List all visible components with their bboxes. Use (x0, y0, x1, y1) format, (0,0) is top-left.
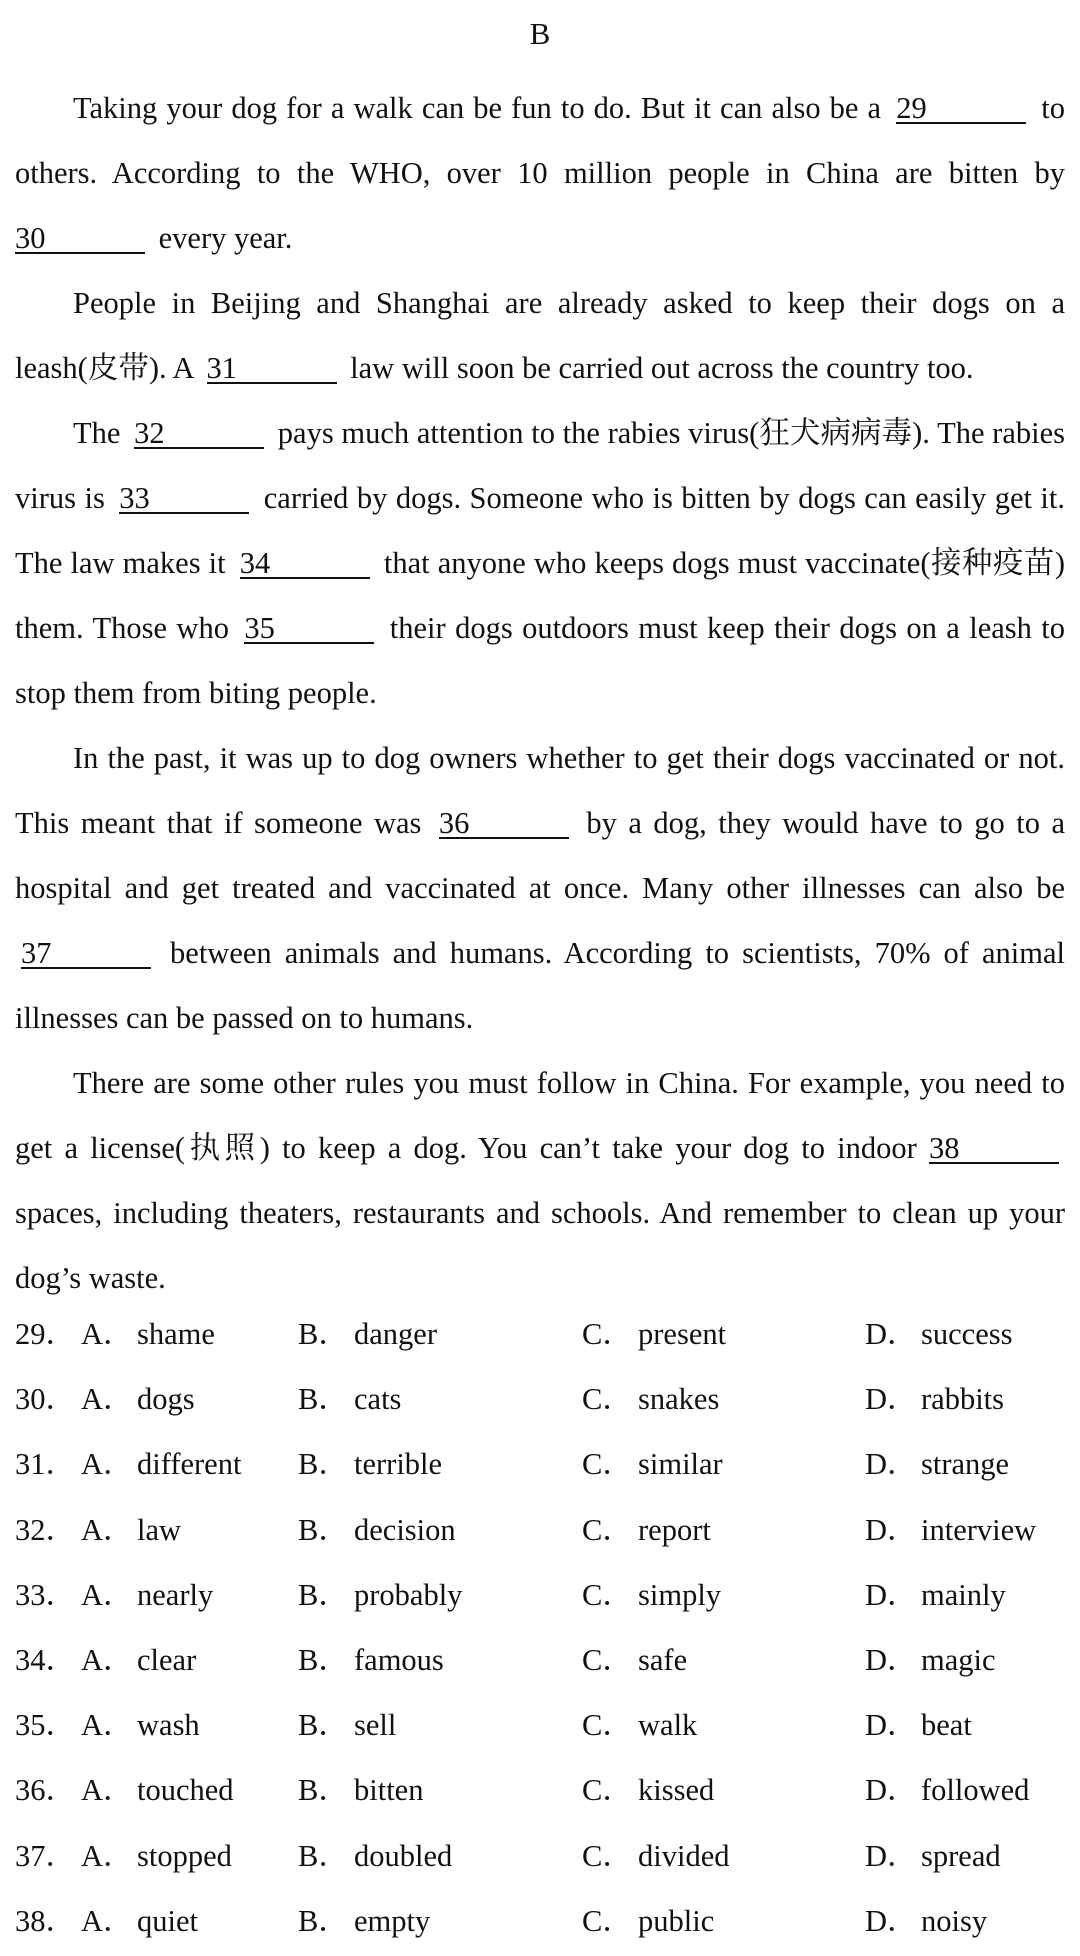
option-letter: B． (298, 1577, 349, 1612)
option-letter: C． (582, 1642, 633, 1677)
question-row (15, 1563, 1075, 1628)
question-row (15, 1693, 1075, 1758)
question-row (15, 1758, 1075, 1823)
option-text: empty (354, 1903, 431, 1938)
passage-text: law will soon be carried out across the country too. (350, 351, 974, 385)
option-letter: C． (582, 1512, 633, 1547)
option-text: decision (354, 1512, 456, 1547)
option-letter: D． (865, 1382, 918, 1417)
option-text: wash (137, 1708, 200, 1743)
option-letter: A． (81, 1838, 134, 1873)
option-d[interactable] (865, 1824, 1001, 1889)
option-c[interactable] (582, 1563, 721, 1628)
option-c[interactable] (582, 1889, 714, 1954)
blank-29: 29 (896, 94, 1026, 124)
option-letter: D． (865, 1838, 918, 1873)
option-c[interactable] (582, 1498, 711, 1563)
option-letter: B． (298, 1903, 349, 1938)
question-number: 37． (15, 1838, 76, 1873)
option-b[interactable] (298, 1758, 423, 1823)
passage-text: to others. According to the WHO, over 10 million people in China are bitten by (15, 91, 1066, 190)
option-letter: A． (81, 1708, 134, 1743)
option-text: law (137, 1512, 182, 1547)
option-d[interactable] (865, 1889, 987, 1954)
option-text: dogs (137, 1382, 195, 1417)
option-text: interview (921, 1512, 1037, 1547)
option-letter: C． (582, 1838, 633, 1873)
option-text: rabbits (921, 1382, 1005, 1417)
option-letter: A． (81, 1642, 134, 1677)
option-a[interactable] (81, 1498, 181, 1563)
option-d[interactable] (865, 1432, 1009, 1497)
answer-options (15, 1302, 1075, 1954)
option-text: stopped (137, 1838, 232, 1873)
paragraph-1 (15, 76, 1065, 271)
option-letter: D． (865, 1447, 918, 1482)
option-text: magic (921, 1642, 996, 1677)
option-a[interactable] (81, 1563, 213, 1628)
option-d[interactable] (865, 1758, 1029, 1823)
option-letter: D． (865, 1773, 918, 1808)
option-letter: D． (865, 1708, 918, 1743)
option-b[interactable] (298, 1563, 462, 1628)
question-number: 34． (15, 1642, 76, 1677)
option-text: safe (638, 1642, 688, 1677)
option-b[interactable] (298, 1824, 452, 1889)
option-letter: A． (81, 1903, 134, 1938)
question-number: 36． (15, 1773, 76, 1808)
passage-text: People in Beijing and Shanghai are already asked to keep their dogs on a leash(皮带). A (15, 286, 1065, 385)
option-text: noisy (921, 1903, 988, 1938)
option-a[interactable] (81, 1628, 196, 1693)
option-letter: D． (865, 1317, 918, 1351)
option-a[interactable] (81, 1367, 195, 1432)
option-d[interactable] (865, 1693, 972, 1758)
option-a[interactable] (81, 1824, 232, 1889)
option-b[interactable] (298, 1432, 442, 1497)
passage-text: In the past, it was up to dog owners whether to get their dogs vaccinated or not. This meant that if someone was (15, 741, 1065, 840)
option-letter: C． (582, 1447, 633, 1482)
blank-35: 35 (244, 614, 374, 644)
option-text: shame (137, 1317, 215, 1351)
question-row (15, 1432, 1075, 1497)
question-number: 35． (15, 1708, 76, 1743)
option-text: sell (354, 1708, 397, 1743)
question-number: 31． (15, 1447, 76, 1482)
option-c[interactable] (582, 1824, 730, 1889)
option-text: snakes (638, 1382, 720, 1417)
option-text: probably (354, 1577, 463, 1612)
blank-30: 30 (15, 224, 145, 254)
passage-text: pays much attention to the rabies virus(狂犬病病毒). The rabies virus is (15, 416, 1065, 515)
option-text: doubled (354, 1838, 453, 1873)
option-d[interactable] (865, 1563, 1006, 1628)
question-row (15, 1628, 1075, 1693)
option-letter: C． (582, 1317, 633, 1351)
question-row (15, 1302, 1075, 1367)
option-text: beat (921, 1708, 972, 1743)
option-b[interactable] (298, 1302, 437, 1367)
option-d[interactable] (865, 1367, 1004, 1432)
option-text: present (638, 1317, 727, 1351)
option-letter: B． (298, 1317, 349, 1351)
option-letter: C． (582, 1773, 633, 1808)
option-d[interactable] (865, 1302, 1012, 1367)
blank-34: 34 (240, 549, 370, 579)
option-text: public (638, 1903, 715, 1938)
option-text: clear (137, 1642, 197, 1677)
option-text: walk (638, 1708, 698, 1743)
passage-text: by a dog, they would have to go to a hospital and get treated and vaccinated at once. Many other illnesses can also be (15, 806, 1066, 905)
passage-text: every year. (158, 221, 293, 255)
option-letter: C． (582, 1577, 633, 1612)
option-b[interactable] (298, 1628, 444, 1693)
option-letter: A． (81, 1577, 134, 1612)
option-d[interactable] (865, 1628, 996, 1693)
passage-text: There are some other rules you must follow in China. For example, you need to get a license(执照) to keep a dog. You can’t take your dog to indoor (15, 1066, 1065, 1165)
option-text: cats (354, 1382, 402, 1417)
option-letter: D． (865, 1903, 918, 1938)
option-text: famous (354, 1642, 444, 1677)
option-text: mainly (921, 1577, 1006, 1612)
option-letter: D． (865, 1577, 918, 1612)
blank-33: 33 (119, 484, 249, 514)
option-letter: A． (81, 1773, 134, 1808)
question-row (15, 1889, 1075, 1954)
passage-text: spaces, including theaters, restaurants and schools. And remember to clean up your dog’s waste. (15, 1196, 1065, 1295)
option-letter: B． (298, 1708, 349, 1743)
passage (15, 76, 1065, 1311)
option-b[interactable] (298, 1498, 456, 1563)
option-text: danger (354, 1317, 437, 1351)
option-letter: C． (582, 1708, 633, 1743)
option-c[interactable] (582, 1758, 714, 1823)
question-number: 30． (15, 1382, 76, 1417)
question-row (15, 1367, 1075, 1432)
blank-38: 38 (929, 1134, 1059, 1164)
paragraph-2 (15, 271, 1065, 401)
option-b[interactable] (298, 1693, 396, 1758)
option-text: quiet (137, 1903, 198, 1938)
option-c[interactable] (582, 1367, 719, 1432)
option-b[interactable] (298, 1889, 430, 1954)
blank-32: 32 (134, 419, 264, 449)
option-a[interactable] (81, 1693, 200, 1758)
option-letter: B． (298, 1382, 349, 1417)
passage-text: that anyone who keeps dogs must vaccinate(接种疫苗) them. Those who (15, 546, 1066, 645)
option-letter: B． (298, 1642, 349, 1677)
question-number: 38． (15, 1903, 76, 1938)
option-letter: A． (81, 1512, 134, 1547)
option-text: strange (921, 1447, 1010, 1482)
passage-text: carried by dogs. Someone who is bitten by dogs can easily get it. The law makes it (15, 481, 1066, 580)
option-letter: C． (582, 1903, 633, 1938)
option-letter: A． (81, 1317, 134, 1351)
section-title: B (529, 16, 551, 51)
option-letter: D． (865, 1642, 918, 1677)
option-text: different (137, 1447, 242, 1482)
option-c[interactable] (582, 1432, 723, 1497)
blank-37: 37 (21, 939, 151, 969)
option-text: nearly (137, 1577, 214, 1612)
option-text: divided (638, 1838, 730, 1873)
passage-text: their dogs outdoors must keep their dogs on a leash to stop them from biting people. (15, 611, 1066, 710)
option-letter: D． (865, 1512, 918, 1547)
question-row (15, 1824, 1075, 1889)
blank-31: 31 (207, 354, 337, 384)
option-letter: A． (81, 1447, 134, 1482)
option-text: touched (137, 1773, 234, 1808)
option-text: simply (638, 1577, 722, 1612)
option-a[interactable] (81, 1302, 215, 1367)
option-b[interactable] (298, 1367, 401, 1432)
option-a[interactable] (81, 1432, 241, 1497)
option-text: report (638, 1512, 711, 1547)
question-number: 32． (15, 1512, 76, 1547)
option-text: bitten (354, 1773, 424, 1808)
option-d[interactable] (865, 1498, 1036, 1563)
option-a[interactable] (81, 1889, 198, 1954)
passage-text: The (73, 416, 121, 450)
option-text: similar (638, 1447, 723, 1482)
question-number: 29． (15, 1317, 76, 1351)
option-letter: B． (298, 1447, 349, 1482)
option-c[interactable] (582, 1693, 697, 1758)
paragraph-4 (15, 726, 1065, 1051)
paragraph-3 (15, 401, 1065, 726)
option-c[interactable] (582, 1628, 687, 1693)
option-letter: B． (298, 1773, 349, 1808)
option-letter: B． (298, 1838, 349, 1873)
passage-text: between animals and humans. According to scientists, 70% of animal illnesses can be passed on to humans. (15, 936, 1065, 1035)
option-text: terrible (354, 1447, 443, 1482)
option-text: spread (921, 1838, 1001, 1873)
option-letter: C． (582, 1382, 633, 1417)
question-number: 33． (15, 1577, 76, 1612)
blank-36: 36 (439, 809, 569, 839)
question-row (15, 1498, 1075, 1563)
paragraph-5 (15, 1051, 1065, 1311)
option-text: success (921, 1317, 1013, 1351)
option-letter: B． (298, 1512, 349, 1547)
option-letter: A． (81, 1382, 134, 1417)
option-c[interactable] (582, 1302, 726, 1367)
option-a[interactable] (81, 1758, 234, 1823)
option-text: followed (921, 1773, 1030, 1808)
passage-text: Taking your dog for a walk can be fun to do. But it can also be a (73, 91, 882, 125)
option-text: kissed (638, 1773, 715, 1808)
